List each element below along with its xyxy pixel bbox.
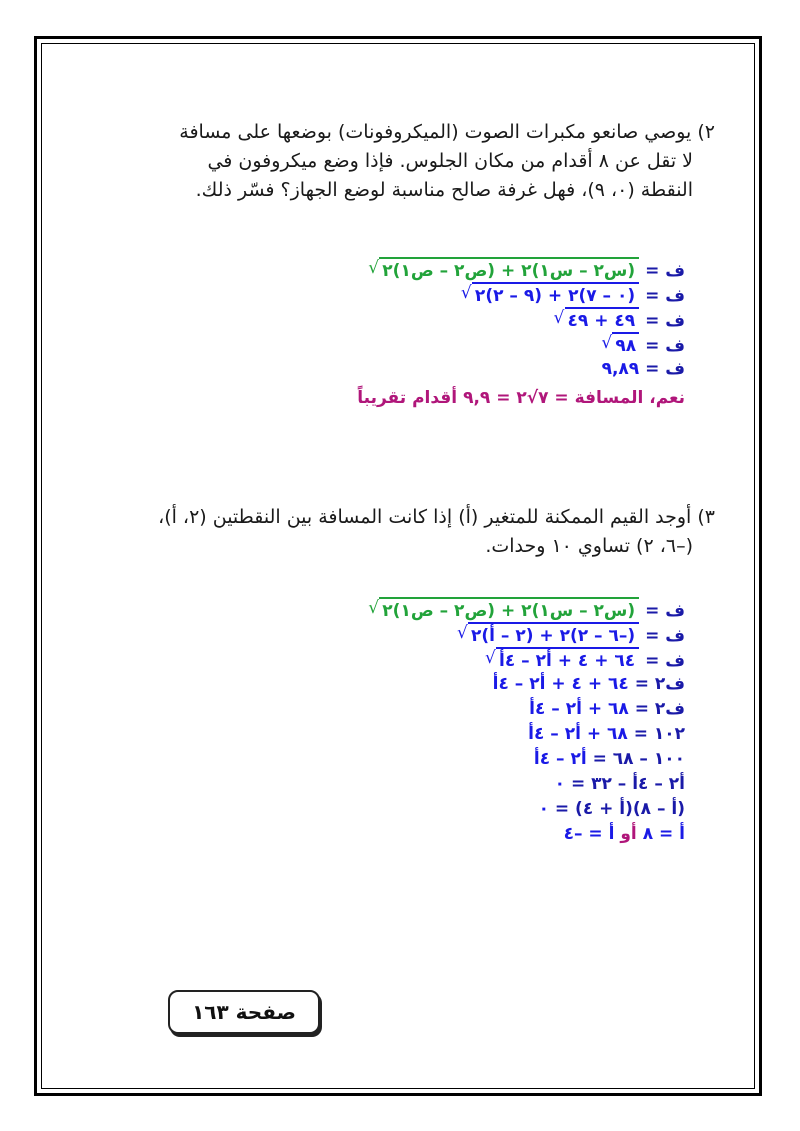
problem-3-solution <box>377 597 685 847</box>
solution-step <box>377 747 685 772</box>
solution-step <box>377 797 685 822</box>
step-expression: ٦٨ + أ٢ – ٤أ <box>529 699 629 719</box>
step-lhs: ف = <box>645 286 685 306</box>
solution-step <box>377 697 685 722</box>
step-expression: (س٢ – س١)٢ + (ص٢ – ص١)٢ √ <box>379 597 639 624</box>
problem-3-answer <box>377 822 685 847</box>
solution-step <box>377 622 685 647</box>
step-expression: ٩٨ √ <box>612 332 639 359</box>
step-lhs: أ٢ – ٤أ – ٣٢ = <box>570 774 685 794</box>
step-expression: ٦٤ + ٤ + أ٢ – ٤أ √ <box>496 647 639 674</box>
solution-step <box>357 282 685 307</box>
step-lhs: ف = <box>645 601 685 621</box>
problem-2-line-1: ٢) يوصي صانعو مكبرات الصوت (الميكروفونات) بوضعها على مسافة <box>179 121 715 143</box>
problem-2-line-2: لا تقل عن ٨ أقدام من مكان الجلوس. فإذا وضع ميكروفون في <box>207 150 693 172</box>
solution-step <box>377 722 685 747</box>
problem-3-statement <box>75 503 715 561</box>
step-lhs: ف = <box>645 359 685 379</box>
step-expression: أ٢ – ٤أ <box>533 749 587 769</box>
solution-step <box>377 672 685 697</box>
step-expression: ٤٩ + ٤٩ √ <box>565 307 640 334</box>
solution-step <box>357 332 685 357</box>
answer-or: أو <box>620 824 637 844</box>
solution-step <box>357 257 685 282</box>
solution-step <box>377 772 685 797</box>
step-lhs: ١٠٢ = <box>633 724 685 744</box>
step-lhs: ف٢ = <box>634 674 685 694</box>
step-lhs: ١٠٠ – ٦٨ = <box>592 749 685 769</box>
answer-value-1: أ = ٨ <box>642 824 685 844</box>
step-expression: (س٢ – س١)٢ + (ص٢ – ص١)٢ √ <box>379 257 639 284</box>
step-lhs: ف = <box>645 651 685 671</box>
step-lhs: ف = <box>645 336 685 356</box>
step-expression: (٠ – ٧)٢ + (٩ – ٢)٢ √ <box>472 282 639 309</box>
problem-3-line-1: ٣) أوجد القيم الممكنة للمتغير (أ) إذا كانت المسافة بين النقطتين (٢، أ)، <box>158 506 715 528</box>
step-lhs: ف = <box>645 261 685 281</box>
problem-2-statement <box>75 118 715 205</box>
step-lhs: (أ – ٨)(أ + ٤) = <box>554 799 685 819</box>
solution-step <box>357 307 685 332</box>
step-expression: ٠ <box>538 799 549 819</box>
step-expression: ٩,٨٩ <box>601 359 640 379</box>
page-number-badge: صفحة ١٦٣ <box>168 990 320 1034</box>
solution-step <box>377 647 685 672</box>
solution-step <box>377 597 685 622</box>
step-expression: (–٦ – ٢)٢ + (٢ – أ)٢ √ <box>468 622 639 649</box>
step-expression: ٠ <box>554 774 566 794</box>
problem-3-line-2: (–٦، ٢) تساوي ١٠ وحدات. <box>485 535 693 557</box>
step-lhs: ف٢ = <box>634 699 685 719</box>
answer-value-2: أ = –٤ <box>563 824 615 844</box>
problem-2-conclusion: نعم، المسافة = ٧√٢ = ٩,٩ أقدام تقريباً <box>357 388 685 408</box>
step-expression: ٦٨ + أ٢ – ٤أ <box>528 724 628 744</box>
problem-2-line-3: النقطة (٠، ٩)، فهل غرفة صالح مناسبة لوضع الجهاز؟ فسّر ذلك. <box>195 179 693 201</box>
solution-step <box>357 357 685 382</box>
step-lhs: ف = <box>645 626 685 646</box>
problem-2-solution <box>357 257 685 411</box>
step-expression: ٦٤ + ٤ + أ٢ – ٤أ <box>492 674 629 694</box>
step-lhs: ف = <box>645 311 685 331</box>
